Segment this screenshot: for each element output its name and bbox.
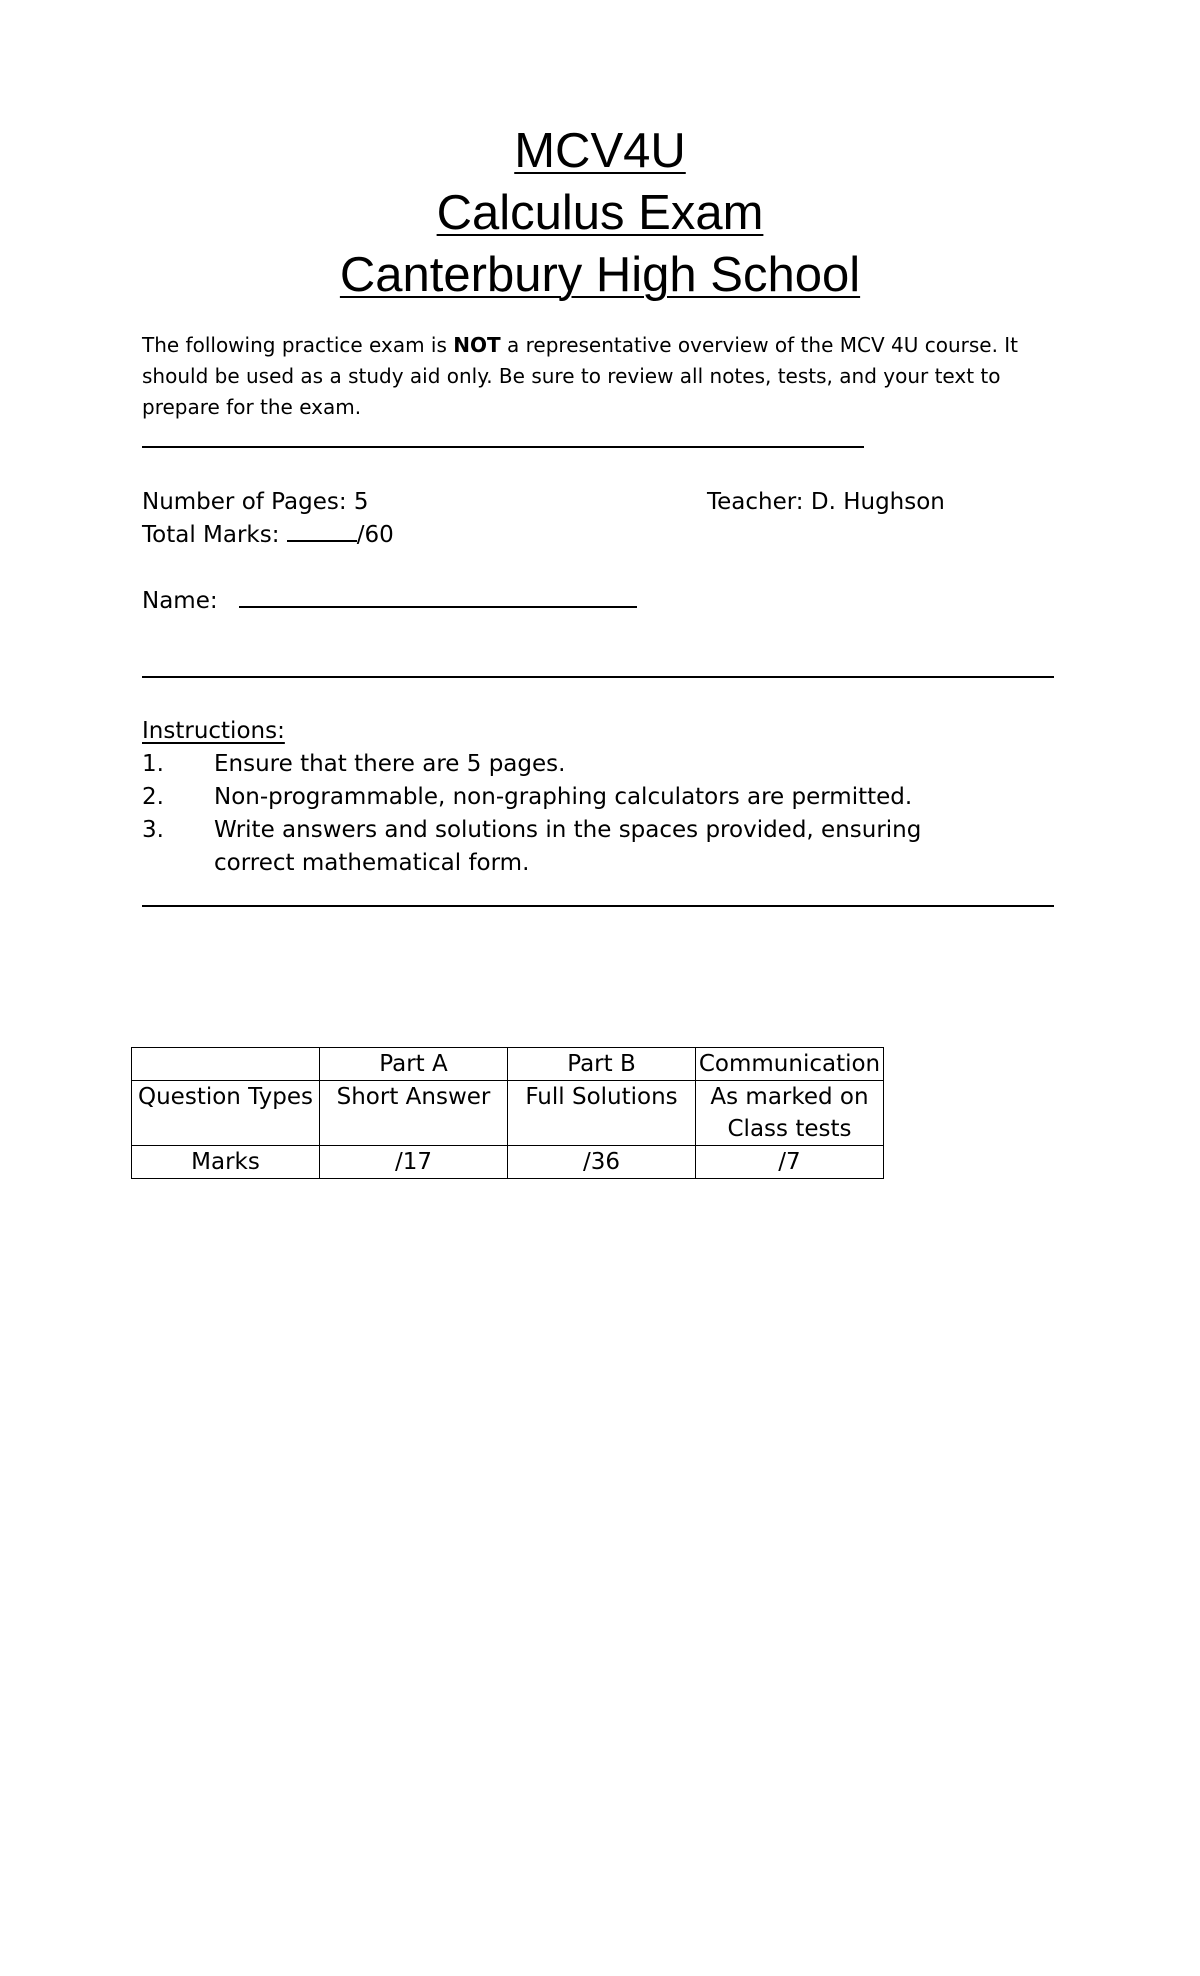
divider-2 [142, 905, 1054, 907]
teacher-name: Teacher: D. Hughson [707, 489, 945, 515]
instruction-item [142, 814, 972, 880]
instruction-number: 2. [142, 784, 164, 810]
name-blank[interactable] [239, 586, 637, 608]
table-cell: /36 [508, 1146, 696, 1179]
divider-1 [142, 676, 1054, 678]
table-row [132, 1081, 884, 1146]
school-name: Canterbury High School [339, 248, 861, 302]
total-marks-label: Total Marks: [142, 522, 287, 548]
table-cell: As marked on Class tests [696, 1081, 884, 1146]
table-row [132, 1048, 884, 1081]
instruction-text: Write answers and solutions in the spaces provided, ensuring correct mathematical form. [214, 817, 922, 876]
instruction-number: 1. [142, 751, 164, 777]
instruction-number: 3. [142, 817, 164, 843]
course-code: MCV4U [514, 124, 686, 178]
table-cell: Marks [132, 1146, 320, 1179]
intro-paragraph [142, 330, 1062, 423]
total-marks-value: /60 [356, 522, 394, 548]
instruction-item [142, 748, 1042, 781]
table-cell: Part A [320, 1048, 508, 1081]
intro-text-after: a representative overview of the MCV 4U course. It should be used as a study aid only. Be sure to review all notes, tests, and your text to prepare for the exam. [142, 333, 1019, 419]
total-marks [142, 519, 394, 551]
table-cell: Communication [696, 1048, 884, 1081]
instruction-text: Ensure that there are 5 pages. [214, 751, 566, 777]
number-of-pages: Number of Pages: 5 [142, 489, 369, 515]
table-row [132, 1146, 884, 1179]
marks-table [131, 1047, 884, 1179]
name-line [142, 585, 637, 617]
table-cell: /17 [320, 1146, 508, 1179]
table-cell: Part B [508, 1048, 696, 1081]
instructions-heading: Instructions: [142, 718, 285, 744]
divider-short [142, 446, 864, 448]
name-label: Name: [142, 588, 225, 614]
table-cell: /7 [696, 1146, 884, 1179]
table-cell: Full Solutions [508, 1081, 696, 1146]
intro-text-before: The following practice exam is [142, 333, 454, 357]
table-cell [132, 1048, 320, 1081]
title-block [0, 120, 1200, 306]
exam-title: Calculus Exam [436, 186, 764, 240]
table-cell: Short Answer [320, 1081, 508, 1146]
instruction-item [142, 781, 1042, 814]
total-marks-blank[interactable] [287, 520, 357, 542]
instruction-text: Non-programmable, non-graphing calculators are permitted. [214, 784, 913, 810]
table-cell: Question Types [132, 1081, 320, 1146]
intro-emphasis: NOT [453, 333, 501, 357]
